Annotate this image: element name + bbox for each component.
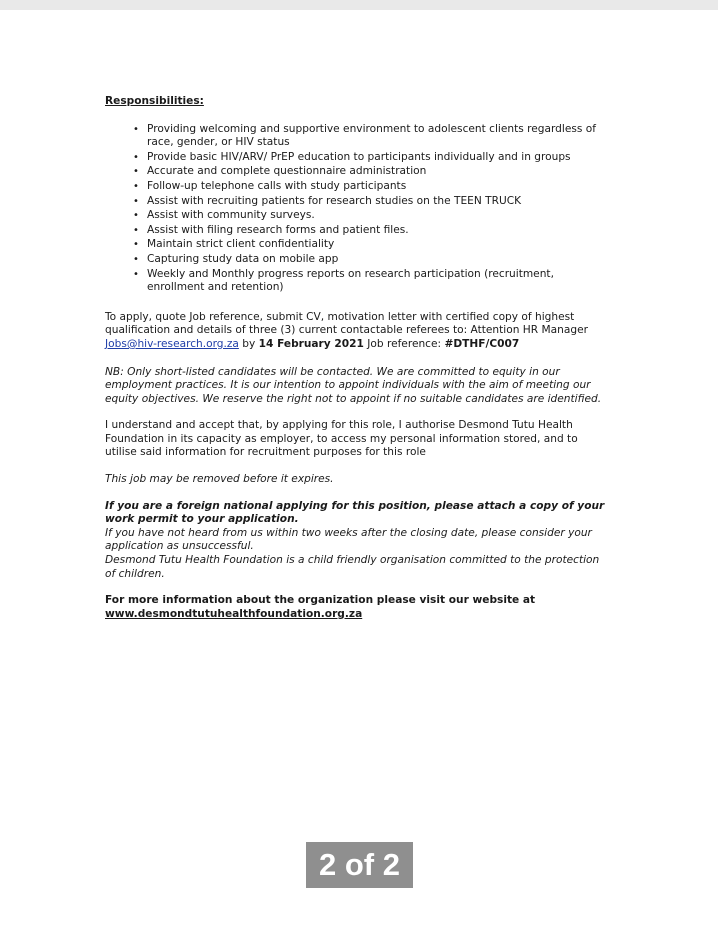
list-item: • Accurate and complete questionnaire administration bbox=[133, 165, 427, 178]
bullet-icon: • bbox=[133, 151, 139, 163]
bullet-icon: • bbox=[133, 166, 139, 178]
responsibilities-list bbox=[105, 123, 605, 295]
not-heard-note: If you have not heard from us within two weeks after the closing date, please consider your application as unsuccessful. bbox=[105, 526, 592, 553]
website-link[interactable]: www.desmondtutuhealthfoundation.org.za bbox=[105, 607, 363, 620]
list-item: • Providing welcoming and supportive environment to adolescent clients regardless of race, gender, or HIV status bbox=[133, 122, 596, 149]
list-item: • Capturing study data on mobile app bbox=[133, 252, 339, 265]
apply-instructions: To apply, quote Job reference, submit CV, motivation letter with certified copy of highest qualification and details of three (3) current contactable referees to: Attention HR Manager Jobs@hiv-research.org.za by 14 February 2021 Job reference: #DTHF/C007 bbox=[105, 310, 588, 350]
responsibilities-heading: Responsibilities: bbox=[105, 95, 204, 107]
bullet-icon: • bbox=[133, 224, 139, 236]
page-indicator: 2 of 2 bbox=[306, 842, 413, 888]
list-item: • Maintain strict client confidentiality bbox=[133, 238, 335, 251]
bullet-icon: • bbox=[133, 268, 139, 280]
list-item: • Provide basic HIV/ARV/ PrEP education to participants individually and in groups bbox=[133, 150, 571, 163]
list-item: • Assist with filing research forms and patient files. bbox=[133, 223, 409, 236]
list-item: • Weekly and Monthly progress reports on research participation (recruitment, enrollment and retention) bbox=[133, 267, 554, 294]
child-friendly-note: Desmond Tutu Health Foundation is a child friendly organisation committed to the protection of children. bbox=[105, 554, 600, 580]
job-reference: #DTHF/C007 bbox=[444, 337, 520, 350]
bullet-icon: • bbox=[133, 210, 139, 222]
removal-note: This job may be removed before it expires. bbox=[105, 473, 334, 486]
bullet-icon: • bbox=[133, 123, 139, 135]
list-item: • Follow-up telephone calls with study participants bbox=[133, 179, 407, 192]
bullet-icon: • bbox=[133, 195, 139, 207]
document-page bbox=[105, 95, 605, 621]
consent-paragraph: I understand and accept that, by applying for this role, I authorise Desmond Tutu Health Foundation in its capacity as employer, to access my personal information stored, and to utilise said information for recruitment purposes for this role bbox=[105, 419, 578, 459]
bullet-icon: • bbox=[133, 180, 139, 192]
bullet-icon: • bbox=[133, 239, 139, 251]
deadline: 14 February 2021 bbox=[258, 337, 364, 350]
closing-notes bbox=[105, 500, 605, 582]
list-item: • Assist with community surveys. bbox=[133, 209, 315, 222]
hr-email-link[interactable]: Jobs@hiv-research.org.za bbox=[105, 337, 239, 350]
list-item: • Assist with recruiting patients for research studies on the TEEN TRUCK bbox=[133, 194, 522, 207]
bullet-icon: • bbox=[133, 253, 139, 265]
more-info: For more information about the organization please visit our website at www.desmondtutuhealthfoundation.org.za bbox=[105, 594, 536, 620]
top-bar bbox=[0, 0, 718, 10]
foreign-national-note: If you are a foreign national applying for this position, please attach a copy of your work permit to your application. bbox=[105, 499, 605, 526]
nb-note: NB: Only short-listed candidates will be contacted. We are committed to equity in our employment practices. It is our intention to appoint individuals with the aim of meeting our equity objectives. We reserve the right not to appoint if no suitable candidates are identified. bbox=[105, 365, 602, 405]
